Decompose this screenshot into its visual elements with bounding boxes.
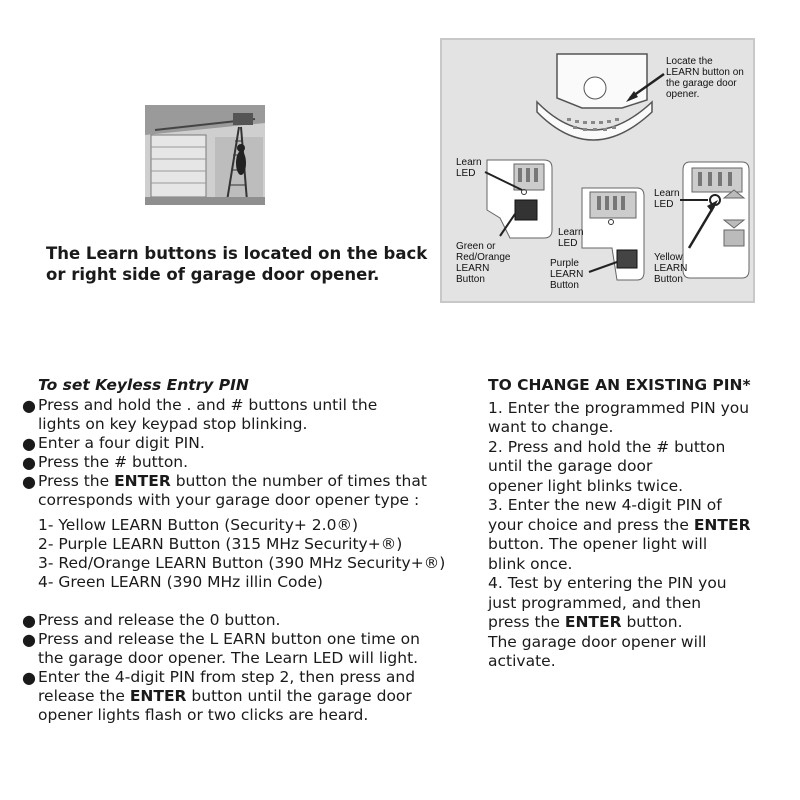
opener-type-4: 4- Green LEARN (390 MHz illin Code)	[38, 573, 323, 591]
list-item: ● Press and release the 0 button.	[20, 611, 490, 630]
change-pin-instructions: TO CHANGE AN EXISTING PIN* 1. Enter the programmed PIN you want to change. 2. Press and hold the # button until the garage door opener light blinks twice. 3. Enter the new 4-digit PIN of your choice and press the ENTER button. The opener light will blink once. 4. Test by entering the PIN you just programmed, and then press the ENTER button. The garage door opener will activate.	[488, 376, 788, 672]
list-item-continuation: corresponds with your garage door opener type :	[38, 491, 420, 509]
list-item-continuation: the garage door opener. The Learn LED will light.	[38, 649, 419, 667]
keyless-entry-heading: To set Keyless Entry PIN	[38, 376, 249, 394]
learn-led-label-right: Learn LED	[654, 188, 680, 210]
garage-photo	[145, 105, 265, 205]
step-4: 4. Test by entering the PIN you	[488, 574, 727, 592]
list-item: ● Press the # button.	[20, 453, 490, 472]
caption-line-2: or right side of garage door opener.	[46, 265, 380, 284]
list-item: ● Press and hold the . and # buttons until the	[20, 396, 490, 415]
bullet-icon: ●	[22, 668, 36, 687]
learn-button-diagram	[440, 38, 755, 303]
bullet-icon: ●	[22, 434, 36, 453]
yellow-learn-button-label: Yellow LEARN Button	[654, 252, 688, 285]
list-item: ● Press and release the L EARN button one time on	[20, 630, 490, 649]
step-3: 3. Enter the new 4-digit PIN of	[488, 496, 722, 514]
opener-type-2: 2- Purple LEARN Button (315 MHz Security+®)	[38, 535, 403, 553]
bullet-icon: ●	[22, 630, 36, 649]
list-item: ● Press the ENTER button the number of times that	[20, 472, 490, 491]
list-item: ● Enter the 4-digit PIN from step 2, then press and	[20, 668, 490, 687]
learn-led-label-left: Learn LED	[456, 157, 482, 179]
opener-type-1: 1- Yellow LEARN Button (Security+ 2.0®)	[38, 516, 359, 534]
change-pin-heading: TO CHANGE AN EXISTING PIN*	[488, 376, 751, 394]
step-2: 2. Press and hold the # button	[488, 437, 726, 456]
opener-type-3: 3- Red/Orange LEARN Button (390 MHz Security+®)	[38, 554, 446, 572]
green-learn-button-label: Green or Red/Orange LEARN Button	[456, 241, 511, 285]
list-item-continuation: release the ENTER button until the garage door	[38, 687, 412, 705]
list-item-continuation: opener lights flash or two clicks are heard.	[38, 706, 369, 724]
learn-led-label-middle: Learn LED	[558, 227, 584, 249]
locate-learn-label: Locate the LEARN button on the garage door opener.	[666, 56, 744, 100]
list-item: ● Enter a four digit PIN.	[20, 434, 490, 453]
caption-line-1: The Learn buttons is located on the back	[46, 244, 428, 263]
purple-learn-button-label: Purple LEARN Button	[550, 258, 584, 291]
learn-location-caption	[46, 243, 446, 285]
bullet-icon: ●	[22, 472, 36, 491]
bullet-icon: ●	[22, 453, 36, 472]
list-item-continuation: lights on key keypad stop blinking.	[38, 415, 308, 433]
step-1: 1. Enter the programmed PIN you	[488, 398, 750, 417]
bullet-icon: ●	[22, 396, 36, 415]
keyless-entry-instructions	[20, 376, 490, 725]
bullet-icon: ●	[22, 611, 36, 630]
